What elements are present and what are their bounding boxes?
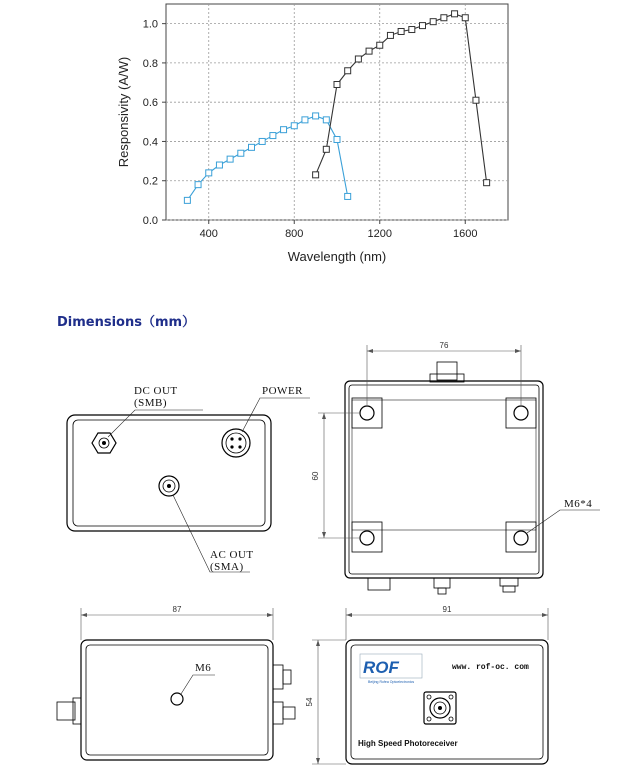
rof-logo: [360, 654, 422, 684]
screw-leader: [527, 510, 600, 533]
mount-hole: [514, 406, 528, 420]
back-bottom-connector: [368, 578, 390, 590]
dc-out-connector: [92, 433, 116, 453]
series-2-point: [409, 27, 415, 33]
series-1-point: [291, 123, 297, 129]
series-1-point: [195, 182, 201, 188]
y-tick-label: 0.2: [142, 175, 158, 188]
front-view-drawing: [67, 385, 310, 573]
top-width-dimension: 91: [442, 605, 452, 614]
series-1-point: [259, 138, 265, 144]
back-view-drawing: [311, 341, 600, 594]
back-top-connector: [437, 362, 457, 380]
back-screw-label: M6*4: [564, 498, 593, 510]
y-tick-label: 0.4: [142, 136, 158, 149]
series-1-point: [334, 136, 340, 142]
series-2-point: [334, 82, 340, 88]
axis-ticks: [143, 19, 478, 240]
power-connector: [222, 429, 250, 457]
series-2-point: [452, 11, 458, 17]
y-tick-label: 0.6: [142, 97, 158, 110]
top-view-drawing: [305, 605, 548, 764]
x-tick-label: 400: [199, 228, 218, 240]
ac-out-connector: [159, 476, 179, 496]
x-axis-label: Wavelength (nm): [287, 249, 387, 264]
dc-out-leader: [108, 410, 203, 437]
series-1-point: [216, 162, 222, 168]
top-height-dimension: 54: [305, 697, 314, 707]
series-1-point: [302, 117, 308, 123]
series-2-point: [473, 97, 479, 103]
side-screw-label: M6: [195, 662, 212, 674]
website-url: www. rof-oc. com: [452, 663, 529, 672]
series-1-point: [238, 150, 244, 156]
mount-hole: [360, 406, 374, 420]
back-width-dimension: 76: [439, 341, 449, 350]
y-axis-label: Responsivity (A/W): [116, 56, 131, 168]
responsivity-chart: [116, 4, 508, 264]
dc-out-label: DC OUT: [134, 385, 178, 397]
series-1-point: [270, 133, 276, 139]
front-inner-outline: [73, 420, 265, 526]
series-2-point: [387, 32, 393, 38]
data-series: [184, 11, 489, 204]
series-2-point: [420, 23, 426, 29]
y-tick-label: 1.0: [142, 18, 158, 31]
side-view-drawing: [57, 605, 295, 760]
svg-text:Beijing Rofea Optoelectronics: Beijing Rofea Optoelectronics: [368, 680, 415, 684]
series-2-point: [430, 19, 436, 25]
y-tick-label: 0.8: [142, 57, 158, 70]
series-2-point: [462, 15, 468, 21]
side-width-dimension: 87: [172, 605, 182, 614]
side-screw-hole: [171, 693, 183, 705]
power-label: POWER: [262, 385, 303, 397]
series-1-point: [249, 144, 255, 150]
series-2-point: [313, 172, 319, 178]
series-1-point: [281, 127, 287, 133]
series-1-point: [227, 156, 233, 162]
series-1-point: [345, 193, 351, 199]
series-1-point: [313, 113, 319, 119]
svg-text:ROF: ROF: [363, 658, 399, 677]
x-tick-label: 1600: [453, 228, 478, 240]
x-tick-label: 1200: [367, 228, 392, 240]
series-2-point: [398, 28, 404, 34]
series-2-point: [441, 15, 447, 21]
plot-area: [166, 4, 508, 220]
ac-out-sublabel: (SMA): [210, 561, 244, 573]
series-2-point: [377, 42, 383, 48]
back-height-dimension: 60: [311, 471, 320, 481]
dc-out-sublabel: (SMB): [134, 397, 168, 409]
sma-connector: [424, 692, 456, 724]
series-2-point: [366, 48, 372, 54]
series-1-point: [206, 170, 212, 176]
front-outline: [67, 415, 271, 531]
series-2-point: [355, 56, 361, 62]
series-2-point: [484, 180, 490, 186]
dimensions-title: Dimensions（mm）: [57, 315, 196, 330]
grid-lines: [166, 4, 508, 220]
mount-hole: [514, 531, 528, 545]
ac-out-label: AC OUT: [210, 549, 254, 561]
y-tick-label: 0.0: [142, 215, 158, 227]
series-2-point: [323, 146, 329, 152]
side-outline: [81, 640, 273, 760]
back-outline: [345, 381, 543, 578]
x-tick-label: 800: [285, 228, 304, 240]
side-screw-leader: [181, 675, 215, 694]
mount-hole: [360, 531, 374, 545]
series-2-point: [345, 68, 351, 74]
series-1-point: [184, 197, 190, 203]
series-2-line: [316, 14, 487, 183]
product-name: High Speed Photoreceiver: [358, 739, 458, 748]
series-1-point: [323, 117, 329, 123]
series-1-line: [187, 116, 347, 200]
